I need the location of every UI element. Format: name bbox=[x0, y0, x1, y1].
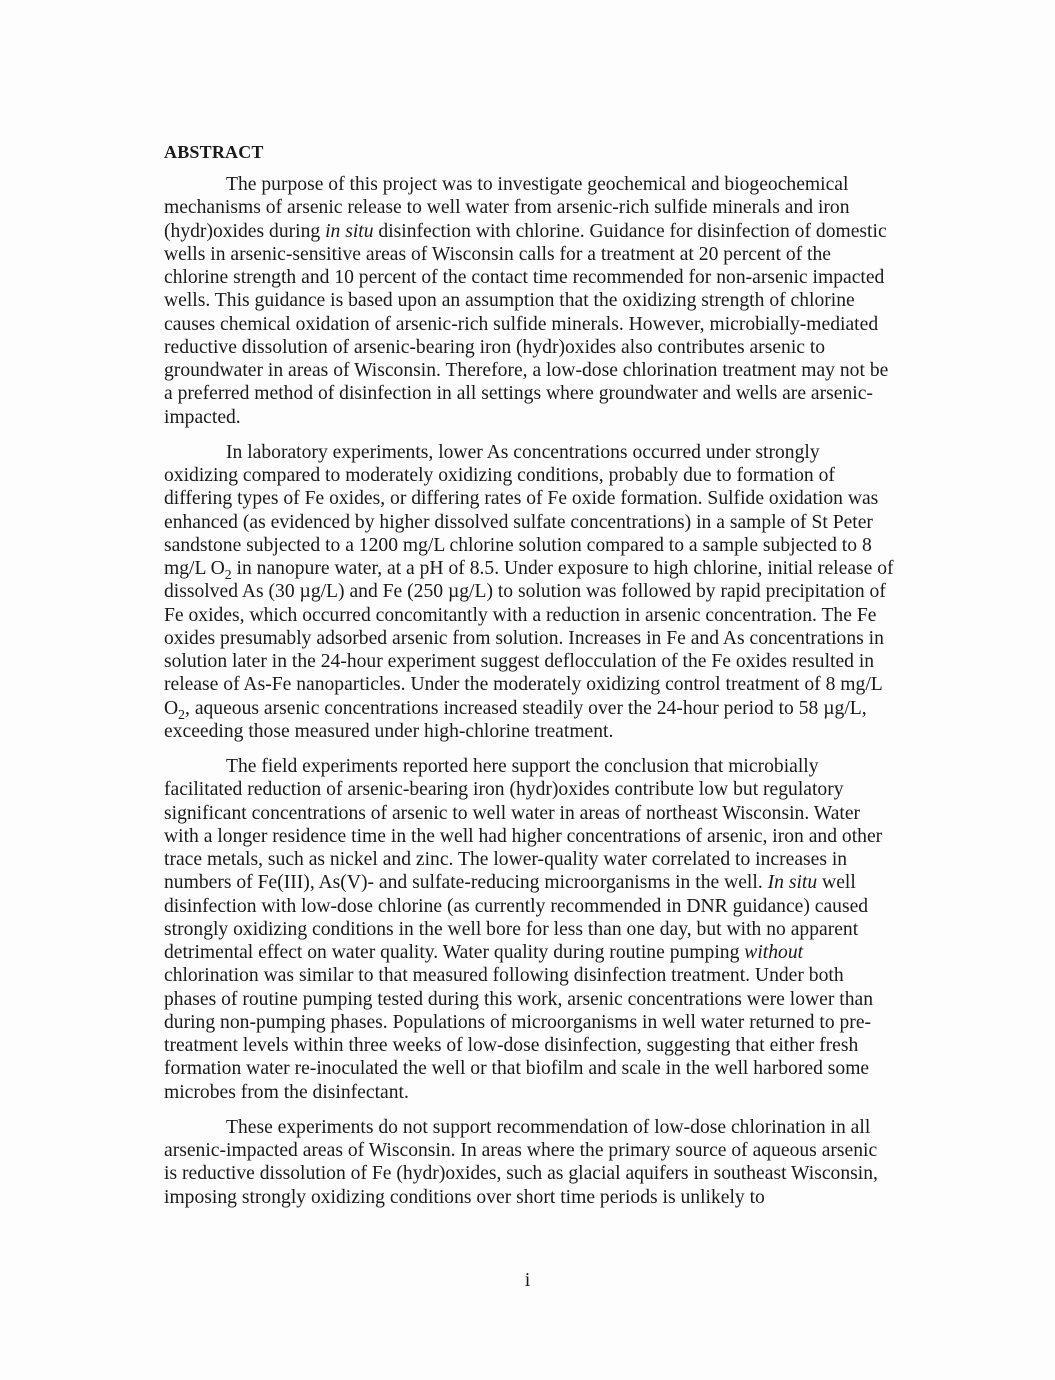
abstract-paragraph-2 bbox=[164, 441, 894, 743]
abstract-paragraph-4 bbox=[164, 1116, 894, 1209]
text-run: chlorination was similar to that measured following disinfection treatment. Under both phases of routine pumping tested during this work, arsenic concentrations were lower than during non-pumping phases. Populations of microorganisms in well water returned to pre-treatment levels within three weeks of low-dose disinfection, suggesting that either fresh formation water re-inoculated the well or that biofilm and scale in the well harbored some microbes from the disinfectant. bbox=[164, 965, 873, 1103]
text-run: In laboratory experiments, lower As concentrations occurred under strongly oxidizing compared to moderately oxidizing conditions, probably due to formation of differing types of Fe oxides, or differing rates of Fe oxide formation. Sulfide oxidation was enhanced (as evidenced by higher dissolved sulfate concentrations) in a sample of St Peter sandstone subjected to a 1200 mg/L chlorine solution compared to a sample subjected to 8 mg/L O bbox=[164, 441, 879, 579]
abstract-paragraph-3 bbox=[164, 755, 894, 1104]
italic-text: In situ bbox=[767, 872, 818, 894]
text-run: disinfection with chlorine. Guidance for disinfection of domestic wells in arsenic-sensitive areas of Wisconsin calls for a treatment at 20 percent of the chlorine strength and 10 percent of the contact time recommended for non-arsenic impacted wells. This guidance is based upon an assumption that the oxidizing strength of chlorine causes chemical oxidation of arsenic-rich sulfide minerals. However, microbially-mediated reductive dissolution of arsenic-bearing iron (hydr)oxides also contributes arsenic to groundwater in areas of Wisconsin. Therefore, a low-dose chlorination treatment may not be a preferred method of disinfection in all settings where groundwater and wells are arsenic-impacted. bbox=[164, 220, 889, 428]
text-run: well disinfection with low-dose chlorine (as currently recommended in DNR guidance) caused strongly oxidizing conditions in the well bore for less than one day, but with no apparent detrimental effect on water quality. Water quality during routine pumping bbox=[164, 872, 869, 963]
italic-text: without bbox=[744, 942, 804, 963]
italic-text: in situ bbox=[325, 220, 374, 242]
page-number: i bbox=[524, 1269, 531, 1291]
text-run: in nanopure water, at a pH of 8.5. Under exposure to high chlorine, initial release of dissolved As (30 µg/L) and Fe (250 µg/L) to solution was followed by rapid precipitation of Fe oxides, which occurred concomitantly with a reduction in arsenic concentration. The Fe oxides presumably adsorbed arsenic from solution. Increases in Fe and As concentrations in solution later in the 24-hour experiment suggest deflocculation of the Fe oxides resulted in release of As-Fe nanoparticles. Under the moderately oxidizing control treatment of 8 mg/L O bbox=[164, 558, 894, 719]
text-run: The purpose of this project was to investigate geochemical and biogeochemical mechanisms of arsenic release to well water from arsenic-rich sulfide minerals and iron (hydr)oxides during bbox=[164, 174, 850, 242]
subscript-text: 2 bbox=[224, 566, 232, 582]
abstract-paragraph-1 bbox=[164, 173, 894, 429]
abstract-heading: ABSTRACT bbox=[164, 142, 264, 162]
text-run: The field experiments reported here support the conclusion that microbially facilitated reduction of arsenic-bearing iron (hydr)oxides contribute low but regulatory significant concentrations of arsenic to well water in areas of northeast Wisconsin. Water with a longer residence time in the well had higher concentrations of arsenic, iron and other trace metals, such as nickel and zinc. The lower-quality water correlated to increases in numbers of Fe(III), As(V)- and sulfate-reducing microorganisms in the well. bbox=[164, 756, 883, 894]
subscript-text: 2 bbox=[178, 706, 186, 722]
text-run: , aqueous arsenic concentrations increased steadily over the 24-hour period to 58 µg/L, exceeding those measured under high-chlorine treatment. bbox=[164, 697, 867, 742]
abstract-section bbox=[164, 141, 894, 1221]
text-run: These experiments do not support recommendation of low-dose chlorination in all arsenic-impacted areas of Wisconsin. In areas where the primary source of aqueous arsenic is reductive dissolution of Fe (hydr)oxides, such as glacial aquifers in southeast Wisconsin, imposing strongly oxidizing conditions over short time periods is unlikely to bbox=[164, 1116, 878, 1208]
